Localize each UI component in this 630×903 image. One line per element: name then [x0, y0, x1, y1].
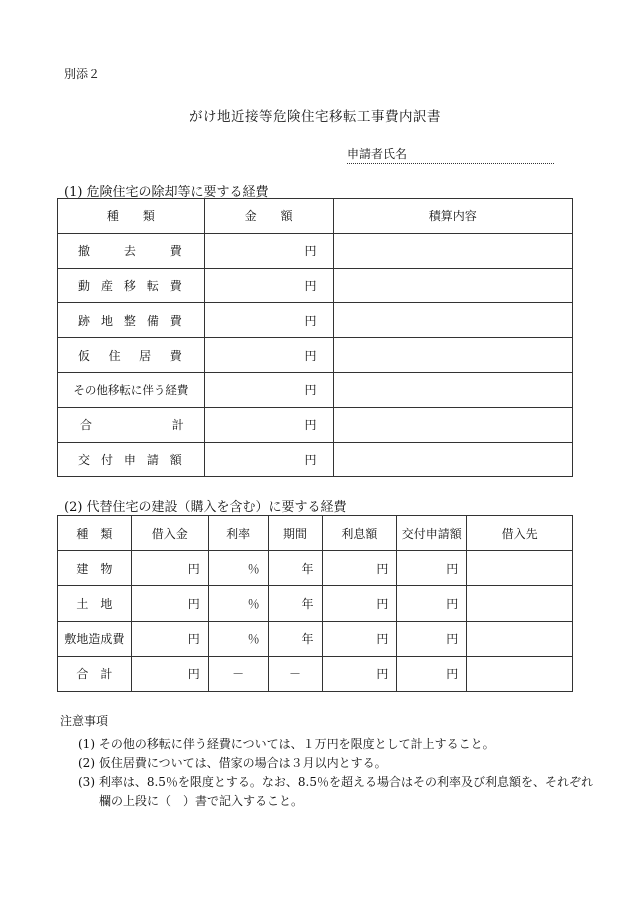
row-type: 跡地整備費 [58, 303, 205, 338]
annex-label: 別添２ [64, 67, 101, 81]
section1-heading: (1) 危険住宅の除却等に要する経費 [64, 185, 269, 200]
grant-cell[interactable]: 円 [397, 551, 467, 586]
loan-cell[interactable]: 円 [131, 586, 208, 621]
lender-cell[interactable] [467, 586, 573, 621]
table-row [58, 268, 573, 303]
header-period: 期間 [268, 516, 322, 551]
table-header-row [58, 516, 573, 551]
period-cell[interactable]: 年 [268, 586, 322, 621]
interest-cell[interactable]: 円 [322, 621, 397, 656]
interest-cell[interactable]: 円 [322, 551, 397, 586]
grant-cell[interactable]: 円 [397, 586, 467, 621]
header-lender: 借入先 [467, 516, 573, 551]
table-row [58, 233, 573, 268]
lender-cell[interactable] [467, 621, 573, 656]
table-row [58, 621, 573, 656]
breakdown-cell[interactable] [333, 372, 572, 407]
period-cell: － [268, 656, 322, 691]
amount-cell[interactable]: 円 [204, 442, 333, 477]
table-row [58, 551, 573, 586]
period-cell[interactable]: 年 [268, 621, 322, 656]
interest-cell[interactable]: 円 [322, 656, 397, 691]
breakdown-cell[interactable] [333, 268, 572, 303]
table-row [58, 442, 573, 477]
rate-cell[interactable]: ％ [208, 621, 268, 656]
rate-cell[interactable]: ％ [208, 551, 268, 586]
amount-cell[interactable]: 円 [204, 233, 333, 268]
row-type: 建 物 [58, 551, 132, 586]
table-row [58, 656, 573, 691]
header-type: 種 類 [58, 199, 205, 234]
loan-cell[interactable]: 円 [131, 656, 208, 691]
applicant-name-label: 申請者氏名 [347, 147, 408, 161]
amount-cell[interactable]: 円 [204, 372, 333, 407]
header-breakdown: 積算内容 [333, 199, 572, 234]
header-loan: 借入金 [131, 516, 208, 551]
table-row [58, 303, 573, 338]
loan-cell[interactable]: 円 [131, 621, 208, 656]
breakdown-cell[interactable] [333, 442, 572, 477]
table-row [58, 586, 573, 621]
period-cell[interactable]: 年 [268, 551, 322, 586]
section2-heading: (2) 代替住宅の建設（購入を含む）に要する経費 [64, 500, 347, 515]
amount-cell[interactable]: 円 [204, 407, 333, 442]
row-type: 土 地 [58, 586, 132, 621]
table-row [58, 372, 573, 407]
row-type: 敷地造成費 [58, 621, 132, 656]
row-type: 撤去費 [58, 233, 205, 268]
notes-heading: 注意事項 [60, 714, 109, 728]
breakdown-cell[interactable] [333, 338, 572, 373]
lender-cell[interactable] [467, 656, 573, 691]
grant-cell[interactable]: 円 [397, 656, 467, 691]
table-row [58, 338, 573, 373]
header-amount: 金 額 [204, 199, 333, 234]
header-type: 種 類 [58, 516, 132, 551]
interest-cell[interactable]: 円 [322, 586, 397, 621]
replacement-house-cost-table [57, 515, 573, 692]
breakdown-cell[interactable] [333, 233, 572, 268]
breakdown-cell[interactable] [333, 303, 572, 338]
note-item: (2) 仮住居費については、借家の場合は３月以内とする。 [78, 756, 387, 770]
lender-cell[interactable] [467, 551, 573, 586]
row-type: 合 計 [58, 656, 132, 691]
row-type: 合計 [58, 407, 205, 442]
applicant-name-field[interactable] [347, 145, 554, 164]
row-type: 動産移転費 [58, 268, 205, 303]
amount-cell[interactable]: 円 [204, 338, 333, 373]
header-grant: 交付申請額 [397, 516, 467, 551]
row-type: その他移転に伴う経費 [58, 372, 205, 407]
rate-cell: － [208, 656, 268, 691]
note-item: 欄の上段に（ ）書で記入すること。 [99, 794, 304, 808]
row-type: 仮住居費 [58, 338, 205, 373]
row-type: 交付申請額 [58, 442, 205, 477]
breakdown-cell[interactable] [333, 407, 572, 442]
grant-cell[interactable]: 円 [397, 621, 467, 656]
note-item: (3) 利率は、8.5％を限度とする。なお、8.5％を超える場合はその利率及び利息額を、それぞれ [78, 775, 593, 789]
table-header-row [58, 199, 573, 234]
rate-cell[interactable]: ％ [208, 586, 268, 621]
note-item: (1) その他の移転に伴う経費については、１万円を限度として計上すること。 [78, 737, 495, 751]
amount-cell[interactable]: 円 [204, 303, 333, 338]
demolition-cost-table [57, 198, 573, 477]
header-interest: 利息額 [322, 516, 397, 551]
amount-cell[interactable]: 円 [204, 268, 333, 303]
header-rate: 利率 [208, 516, 268, 551]
loan-cell[interactable]: 円 [131, 551, 208, 586]
table-row [58, 407, 573, 442]
document-title: がけ地近接等危険住宅移転工事費内訳書 [189, 109, 441, 125]
